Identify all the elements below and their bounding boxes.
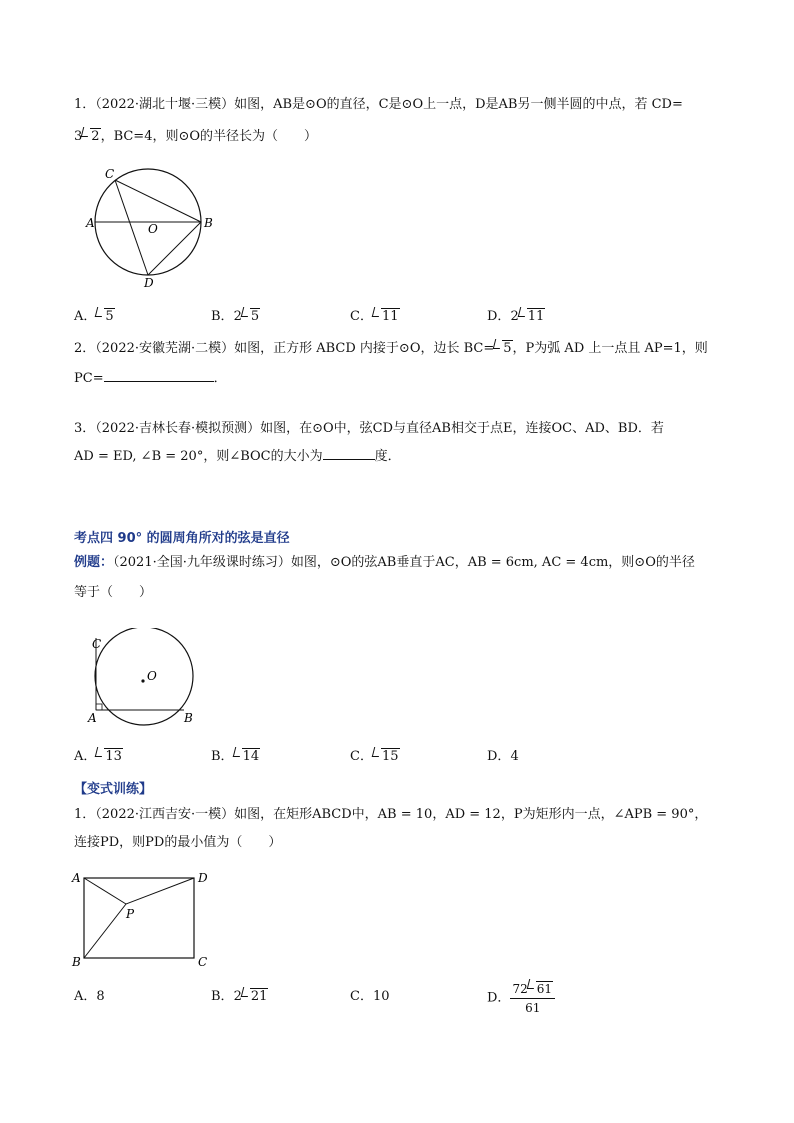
label-c: C bbox=[198, 955, 208, 969]
sqrt-symbol: 5 bbox=[242, 308, 260, 326]
example-line-2: 等于（ ） bbox=[74, 585, 153, 600]
rectangle-diagram bbox=[70, 866, 220, 971]
example-circle-diagram bbox=[86, 628, 206, 728]
training-option-d[interactable]: D． $\frac{72 61}{61}$ bbox=[487, 980, 555, 1017]
sqrt-symbol: 15 bbox=[373, 748, 400, 766]
example-option-b[interactable]: B． 14 bbox=[211, 749, 260, 764]
q1-option-c[interactable]: C． 11 bbox=[350, 309, 399, 324]
center-point bbox=[141, 679, 144, 682]
q1-line-2 bbox=[74, 128, 317, 146]
sqrt-symbol: 5 bbox=[96, 308, 114, 326]
sqrt-symbol: 13 bbox=[96, 748, 123, 766]
label-b: B bbox=[72, 955, 81, 969]
example-option-d[interactable]: D．4 bbox=[487, 749, 519, 764]
q2-line-1: 2．（2022·安徽芜湖·二模）如图，正方形 ABCD 内接于⊙O，边长 BC= 5，P为弧 AD 上一点且 AP=1，则 bbox=[74, 341, 708, 356]
q1-option-a[interactable]: A． 5 bbox=[74, 309, 114, 324]
label-d: D bbox=[144, 276, 154, 290]
sqrt-symbol: 61 bbox=[528, 980, 553, 998]
training-line-2: 连接PD，则PD的最小值为（ ） bbox=[74, 835, 282, 850]
q3-line-2: AD = ED, ∠B = 20°，则∠BOC的大小为 度． bbox=[74, 446, 401, 466]
example-line-1: 例题：（2021·全国·九年级课时练习）如图，⊙O的弦AB垂直于AC，AB = 6cm, AC = 4cm，则⊙O的半径 bbox=[74, 555, 695, 570]
sqrt-symbol: 2 bbox=[82, 128, 100, 146]
q1-circle-diagram bbox=[84, 165, 224, 290]
label-a: A bbox=[72, 871, 81, 885]
answer-blank[interactable] bbox=[104, 368, 214, 382]
sqrt-symbol: 21 bbox=[242, 988, 269, 1006]
q2-line-2: PC= ． bbox=[74, 368, 227, 388]
training-option-a[interactable]: A．8 bbox=[74, 989, 105, 1004]
sqrt-symbol: 11 bbox=[373, 308, 400, 326]
example-label: 例题： bbox=[74, 555, 114, 570]
sqrt-symbol: 5 bbox=[494, 340, 512, 358]
right-angle-mark bbox=[96, 704, 102, 710]
answer-blank[interactable] bbox=[323, 446, 375, 460]
label-b: B bbox=[184, 711, 193, 725]
q3-line-1: 3．（2022·吉林长春·模拟预测）如图，在⊙O中，弦CD与直径AB相交于点E，连接OC、AD、BD．若 bbox=[74, 421, 664, 436]
section-heading: 考点四 90° 的圆周角所对的弦是直径 bbox=[74, 531, 290, 546]
segment-ap bbox=[84, 878, 126, 904]
label-c: C bbox=[92, 637, 102, 651]
sqrt-symbol: 11 bbox=[519, 308, 546, 326]
training-heading: 【变式训练】 bbox=[74, 782, 153, 797]
fraction: $\frac{72 61}{61}$ bbox=[510, 980, 555, 1017]
training-line-1: 1．（2022·江西吉安·一模）如图，在矩形ABCD中，AB = 10，AD = 12，P为矩形内一点，∠APB = 90°， bbox=[74, 807, 708, 822]
training-option-c[interactable]: C．10 bbox=[350, 989, 390, 1004]
q1-coef: 3 bbox=[74, 129, 83, 144]
q1-line-1 bbox=[74, 96, 683, 114]
q1-text-2: ，BC=4，则⊙O的半径长为（ ） bbox=[100, 129, 318, 144]
label-p: P bbox=[126, 907, 135, 921]
label-b: B bbox=[204, 216, 213, 230]
label-o: O bbox=[148, 222, 158, 236]
label-d: D bbox=[198, 871, 208, 885]
segment-bp bbox=[84, 904, 126, 958]
sqrt-symbol: 14 bbox=[234, 748, 261, 766]
label-o: O bbox=[147, 669, 157, 683]
rectangle-abcd bbox=[84, 878, 194, 958]
example-option-c[interactable]: C． 15 bbox=[350, 749, 399, 764]
q1-option-b[interactable]: B．2 5 bbox=[211, 309, 260, 324]
q1-option-d[interactable]: D．2 11 bbox=[487, 309, 545, 324]
segment-pd bbox=[126, 878, 194, 904]
example-option-a[interactable]: A． 13 bbox=[74, 749, 122, 764]
label-a: A bbox=[86, 216, 95, 230]
label-a: A bbox=[88, 711, 97, 725]
training-option-b[interactable]: B．2 21 bbox=[211, 989, 268, 1004]
label-c: C bbox=[105, 167, 115, 181]
q1-text-1: 1．（2022·湖北十堰·三模）如图，AB是⊙O的直径，C是⊙O上一点，D是AB另一侧半圆的中点，若 CD= bbox=[74, 97, 683, 112]
